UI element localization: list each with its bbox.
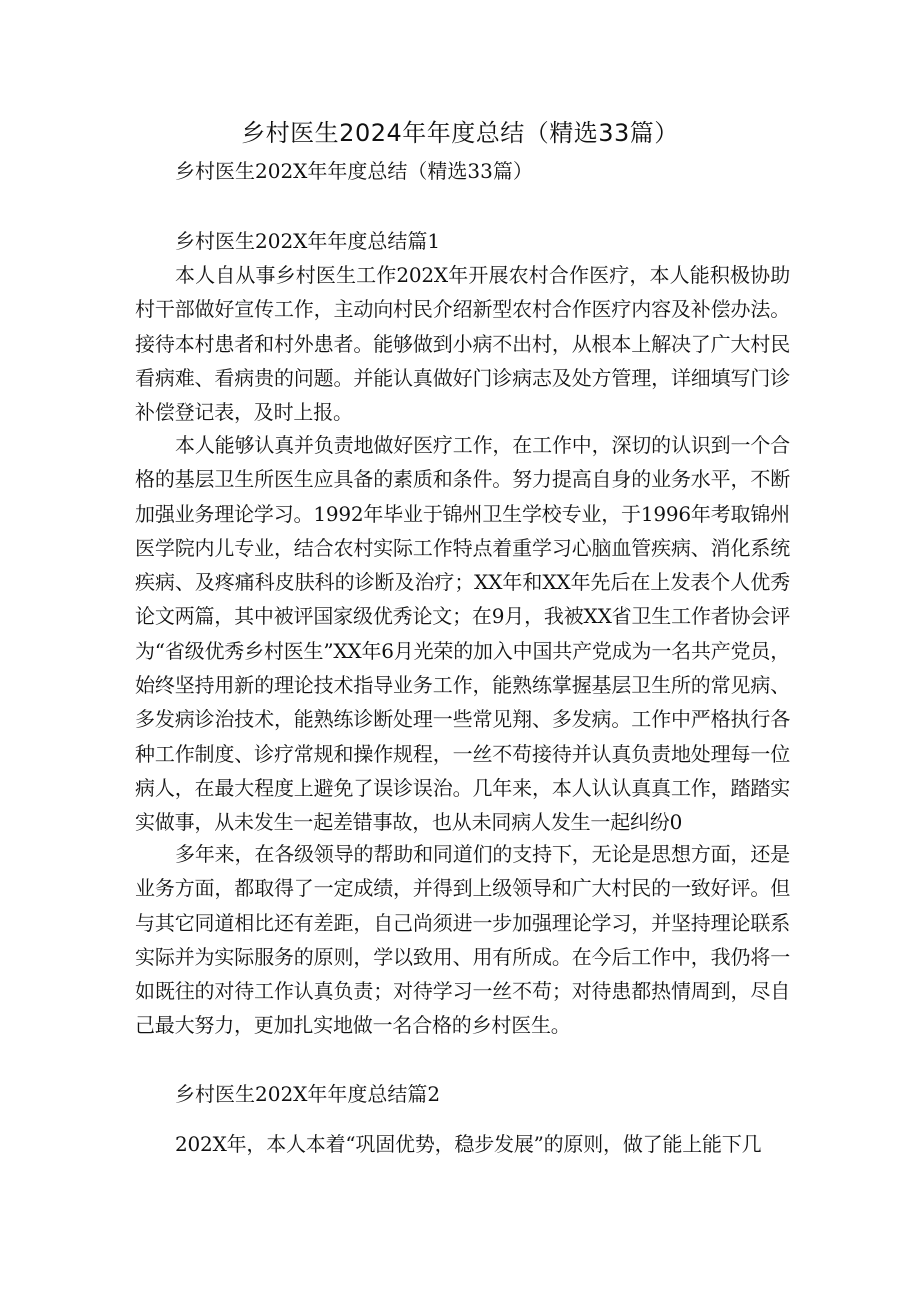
section-heading-2: 乡村医生202X年年度总结篇2: [175, 1082, 441, 1106]
section-1-paragraph-1: 本人自从事乡村医生工作202X年开展农村合作医疗，本人能积极协助村干部做好宣传工作，主动向村民介绍新型农村合作医疗内容及补偿办法。接待本村患者和村外患者。能够做到小病不出村，从根本上解决了广大村民看病难、看病贵的问题。并能认真做好门诊病志及处方管理，详细填写门诊补偿登记表，及时上报。: [135, 263, 790, 425]
section-1-paragraph-2: 本人能够认真并负责地做好医疗工作，在工作中，深切的认识到一个合格的基层卫生所医生应具备的素质和条件。努力提高自身的业务水平，不断加强业务理论学习。1992年毕业于锦州卫生学校专业，于1996年考取锦州医学院内儿专业，结合农村实际工作特点着重学习心脑血管疾病、消化系统疾病、及疼痛科皮肤科的诊断及治疗；XX年和XX年先后在上发表个人优秀论文两篇，其中被评国家级优秀论文；在9月，我被XX省卫生工作者协会评为“省级优秀乡村医生”XX年6月光荣的加入中国共产党成为一名共产党员，始终坚持用新的理论技术指导业务工作，能熟练掌握基层卫生所的常见病、多发病诊治技术，能熟练诊断处理一些常见翔、多发病。工作中严格执行各种工作制度、诊疗常规和操作规程，一丝不苟接待并认真负责地处理每一位病人，在最大程度上避免了误诊误治。几年来，本人认认真真工作，踏踏实实做事，从未发生一起差错事故，也从未同病人发生一起纠纷0: [135, 433, 790, 835]
section-1-paragraph-3: 多年来，在各级领导的帮助和同道们的支持下，无论是思想方面，还是业务方面，都取得了一定成绩，并得到上级领导和广大村民的一致好评。但与其它同道相比还有差距，自己尚须进一步加强理论学习，并坚持理论联系实际并为实际服务的原则，学以致用、用有所成。在今后工作中，我仍将一如既往的对待工作认真负责；对待学习一丝不苟；对待患都热情周到，尽自己最大努力，更加扎实地做一名合格的乡村医生。: [135, 842, 790, 1038]
document-title: 乡村医生2024年年度总结（精选33篇）: [241, 119, 679, 147]
section-2-paragraph-1: 202X年，本人本着“巩固优势，稳步发展”的原则，做了能上能下几: [175, 1132, 762, 1156]
section-heading-1: 乡村医生202X年年度总结篇1: [175, 229, 441, 253]
document-subtitle: 乡村医生202X年年度总结（精选33篇）: [175, 159, 533, 183]
